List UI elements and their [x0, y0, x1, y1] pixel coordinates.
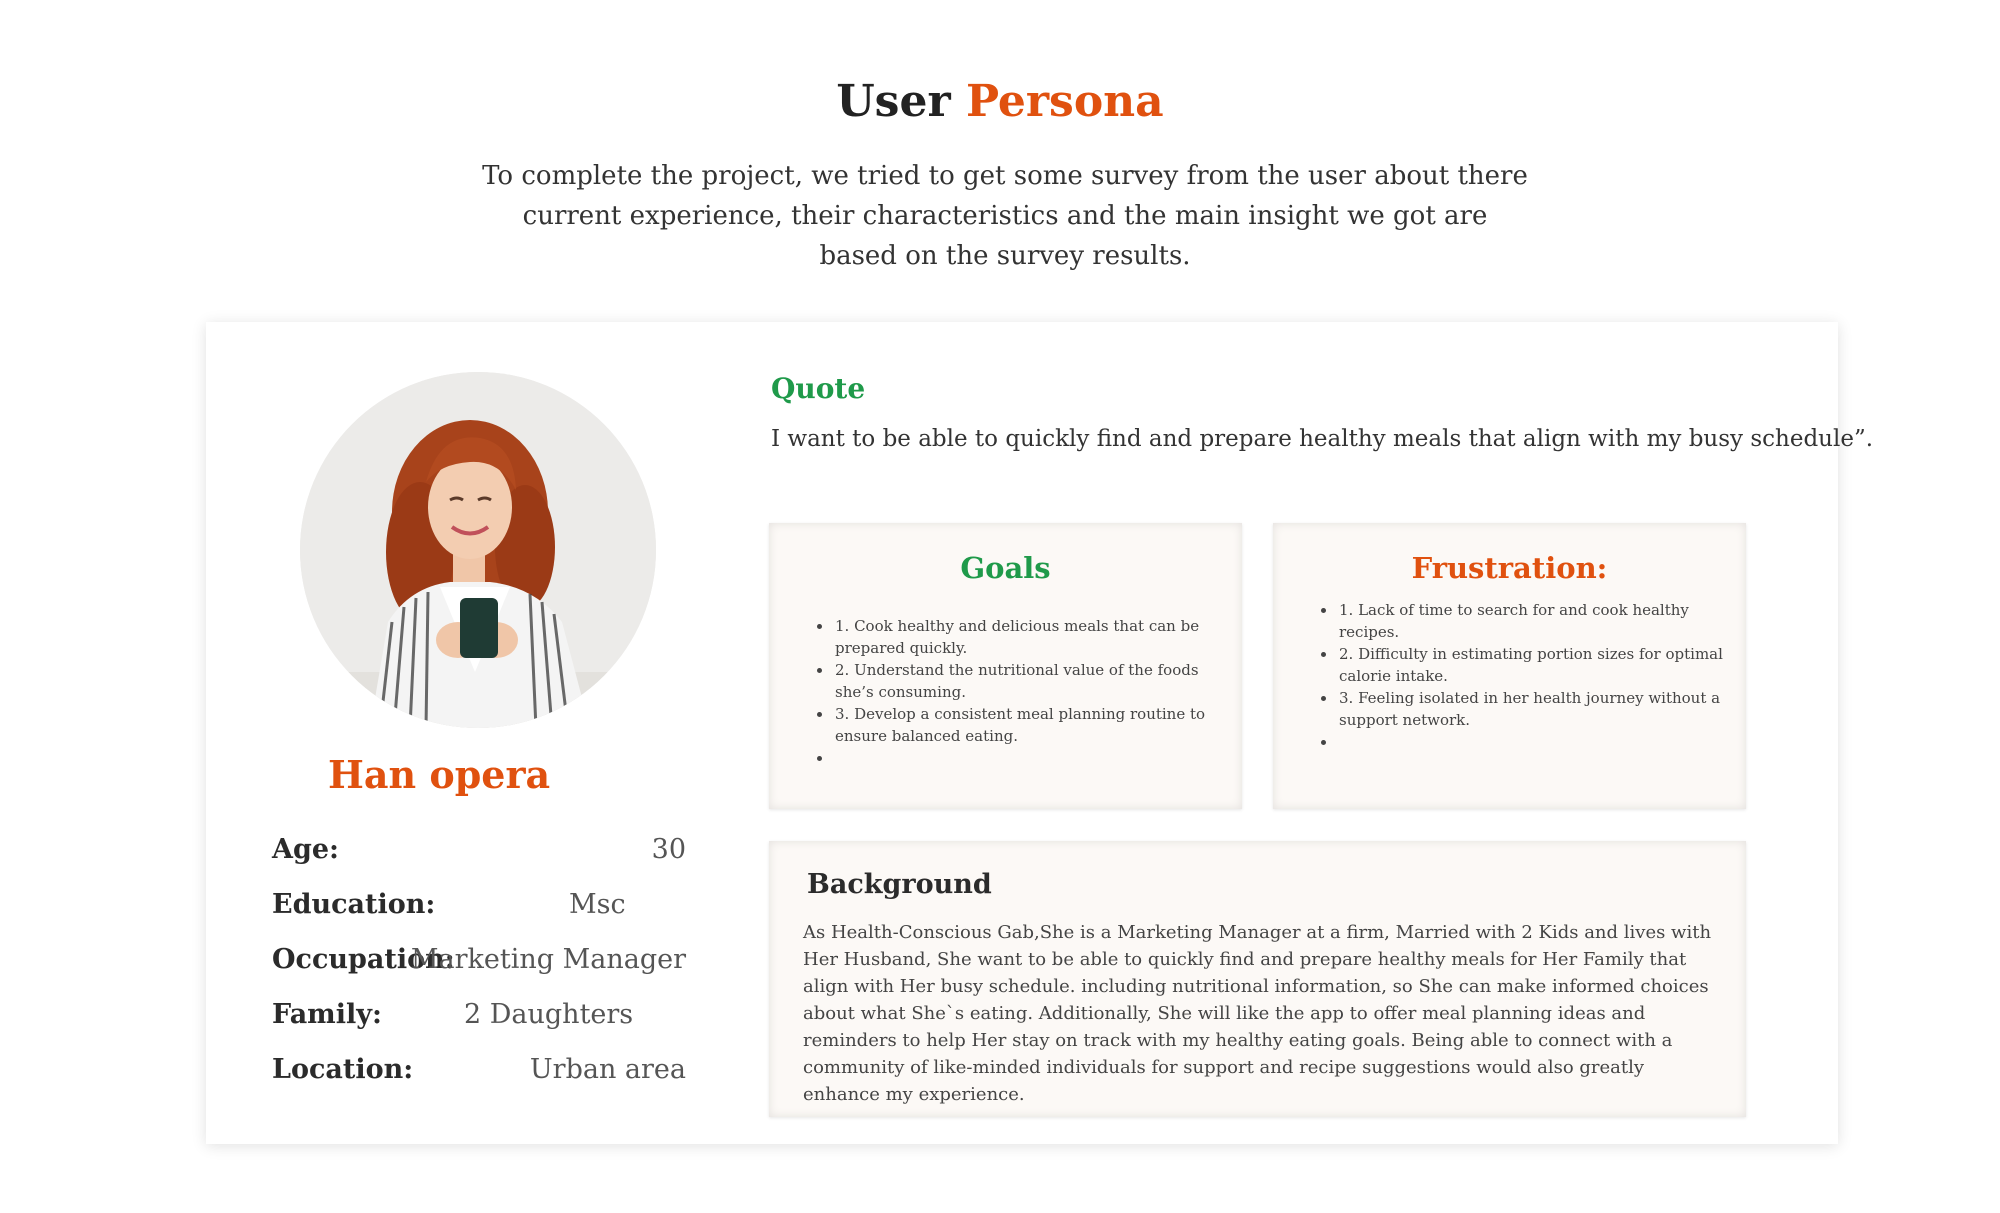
page-subtitle: To complete the project, we tried to get some survey from the user about there current experience, their characteristics and the main insight we got are based on the survey results.	[482, 161, 1528, 271]
list-item: • 1. Cook healthy and delicious meals that can be prepared quickly.	[833, 615, 1233, 659]
detail-label: Occupation:	[272, 944, 455, 975]
persona-name: Han opera	[328, 752, 551, 797]
persona-avatar	[300, 372, 656, 728]
detail-row-location	[272, 1054, 686, 1094]
quote-title: Quote	[771, 372, 866, 405]
detail-label: Age:	[272, 834, 339, 865]
detail-value: 2 Daughters	[464, 999, 634, 1030]
title-part-2: Persona	[965, 76, 1164, 127]
detail-value: Urban area	[529, 1054, 686, 1085]
goals-list	[799, 615, 1233, 769]
detail-row-family	[272, 999, 686, 1039]
quote-text: I want to be able to quickly find and prepare healthy meals that align with my busy schedule”.	[771, 426, 1874, 452]
detail-label: Location:	[272, 1054, 414, 1085]
detail-value: 30	[651, 834, 686, 865]
goals-box	[769, 523, 1242, 809]
list-item	[1337, 731, 1747, 753]
background-box	[769, 841, 1746, 1117]
detail-row-age	[272, 834, 686, 874]
goals-title: Goals	[960, 551, 1051, 585]
page-title	[0, 76, 2000, 127]
detail-label: Family:	[272, 999, 382, 1030]
list-item: • 1. Lack of time to search for and cook healthy recipes.	[1337, 599, 1747, 643]
detail-row-occupation	[272, 944, 686, 984]
detail-label: Education:	[272, 889, 436, 920]
detail-value: Msc	[569, 889, 626, 920]
list-item	[833, 747, 1233, 769]
list-item: • 3. Feeling isolated in her health journey without a support network.	[1337, 687, 1747, 731]
detail-value: Marketing Manager	[410, 944, 686, 975]
background-title: Background	[807, 869, 992, 900]
list-item: • 2. Difficulty in estimating portion sizes for optimal calorie intake.	[1337, 643, 1747, 687]
title-part-1: User	[836, 76, 951, 127]
frustration-list	[1303, 599, 1747, 753]
background-text: As Health-Conscious Gab,She is a Marketing Manager at a firm, Married with 2 Kids and lives with Her Husband, She want to be able to quickly find and prepare healthy meals for Her Family that align with Her busy schedule. including nutritional information, so She can make informed choices about what She`s eating. Additionally, She will like the app to offer meal planning ideas and reminders to help Her stay on track with my healthy eating goals. Being able to connect with a community of like-minded individuals for support and recipe suggestions would also greatly enhance my experience.	[803, 922, 1712, 1105]
detail-row-education	[272, 889, 686, 929]
persona-photo-illustration	[300, 372, 656, 728]
frustration-title: Frustration:	[1411, 551, 1608, 585]
list-item: • 2. Understand the nutritional value of the foods she’s consuming.	[833, 659, 1233, 703]
list-item: • 3. Develop a consistent meal planning routine to ensure balanced eating.	[833, 703, 1233, 747]
frustration-box	[1273, 523, 1746, 809]
